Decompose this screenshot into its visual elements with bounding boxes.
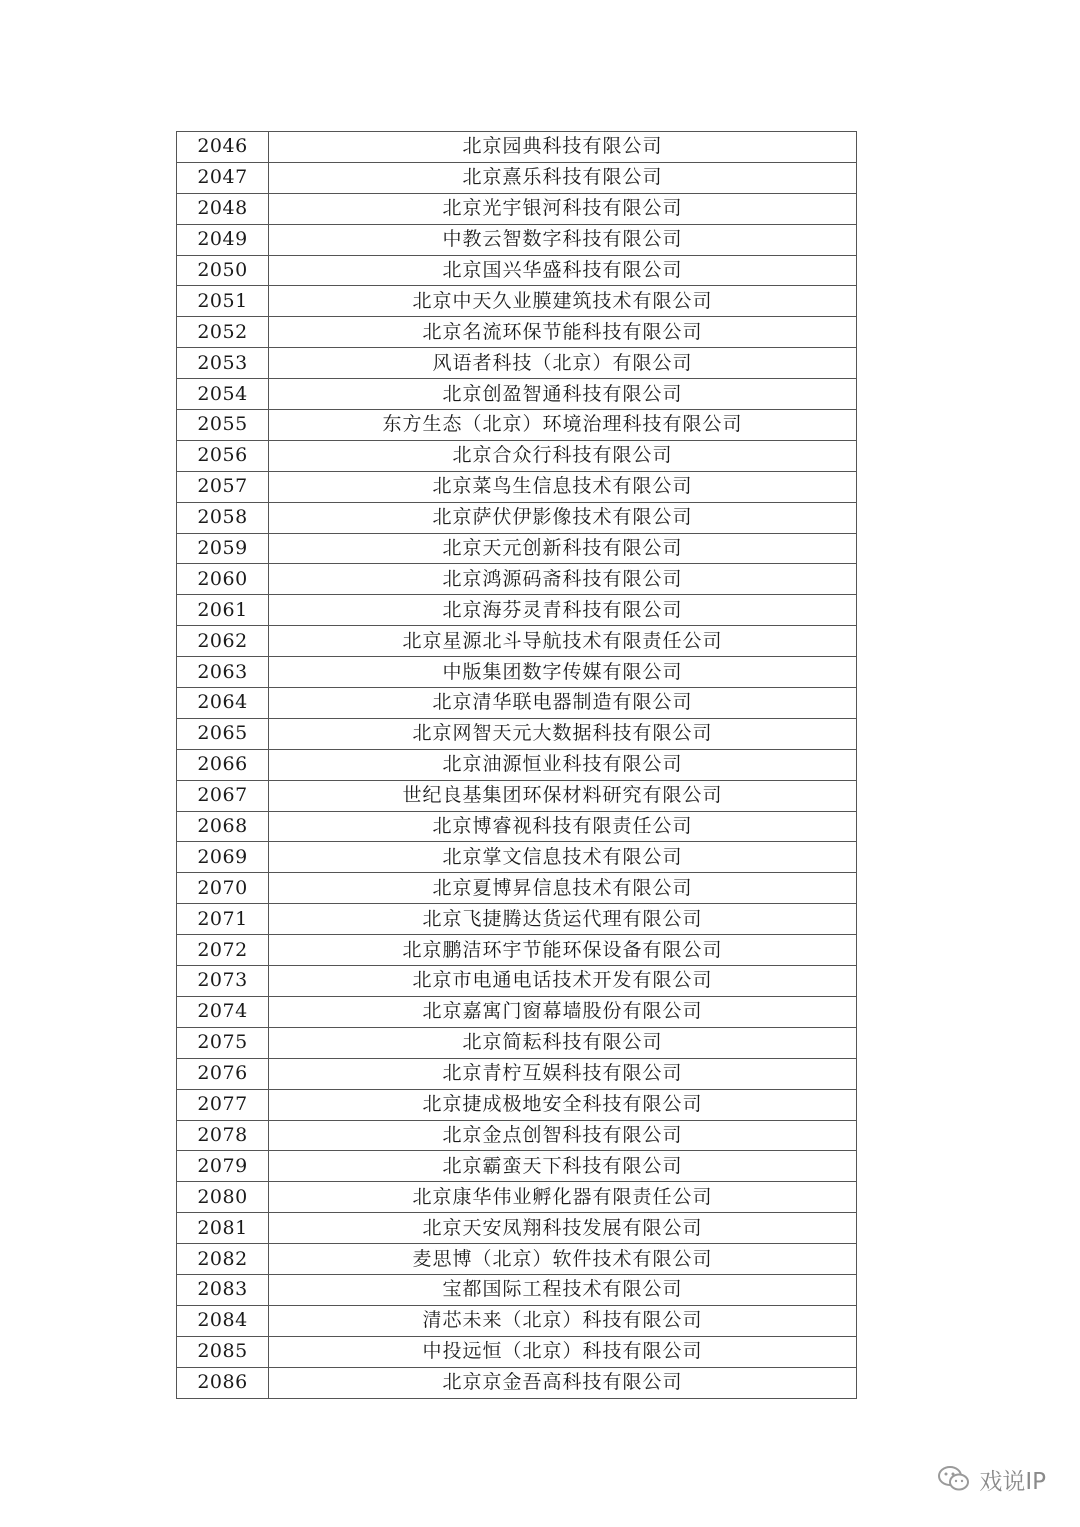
watermark <box>937 1462 1046 1496</box>
row-number: 2076 <box>177 1058 269 1089</box>
row-number: 2085 <box>177 1336 269 1367</box>
row-number: 2050 <box>177 255 269 286</box>
table-row <box>177 162 857 193</box>
table-row <box>177 132 857 163</box>
table-row <box>177 502 857 533</box>
company-name: 中版集团数字传媒有限公司 <box>269 657 857 688</box>
row-number: 2055 <box>177 410 269 441</box>
company-name: 世纪良基集团环保材料研究有限公司 <box>269 780 857 811</box>
company-table-body <box>177 132 857 1399</box>
table-row <box>177 996 857 1027</box>
table-row <box>177 904 857 935</box>
company-name: 北京鹏洁环宇节能环保设备有限公司 <box>269 935 857 966</box>
row-number: 2083 <box>177 1274 269 1305</box>
table-row <box>177 842 857 873</box>
company-name: 北京油源恒业科技有限公司 <box>269 749 857 780</box>
row-number: 2052 <box>177 317 269 348</box>
company-name: 北京京金吾高科技有限公司 <box>269 1367 857 1398</box>
company-name: 北京星源北斗导航技术有限责任公司 <box>269 626 857 657</box>
company-name: 北京天元创新科技有限公司 <box>269 533 857 564</box>
table-row <box>177 718 857 749</box>
row-number: 2073 <box>177 966 269 997</box>
row-number: 2059 <box>177 533 269 564</box>
company-name: 北京嘉寓门窗幕墙股份有限公司 <box>269 996 857 1027</box>
row-number: 2063 <box>177 657 269 688</box>
row-number: 2067 <box>177 780 269 811</box>
table-row <box>177 286 857 317</box>
row-number: 2057 <box>177 471 269 502</box>
company-name: 北京简耘科技有限公司 <box>269 1027 857 1058</box>
row-number: 2060 <box>177 564 269 595</box>
company-name: 北京夏博昇信息技术有限公司 <box>269 873 857 904</box>
company-name: 北京国兴华盛科技有限公司 <box>269 255 857 286</box>
company-name: 北京熹乐科技有限公司 <box>269 162 857 193</box>
company-name: 北京金点创智科技有限公司 <box>269 1120 857 1151</box>
row-number: 2086 <box>177 1367 269 1398</box>
table-row <box>177 564 857 595</box>
company-name: 北京飞捷腾达货运代理有限公司 <box>269 904 857 935</box>
company-name: 中教云智数字科技有限公司 <box>269 224 857 255</box>
table-row <box>177 1120 857 1151</box>
table-row <box>177 749 857 780</box>
table-row <box>177 1151 857 1182</box>
row-number: 2061 <box>177 595 269 626</box>
table-row <box>177 317 857 348</box>
row-number: 2072 <box>177 935 269 966</box>
company-name: 北京合众行科技有限公司 <box>269 440 857 471</box>
watermark-text: 戏说IP <box>979 1468 1046 1495</box>
table-row <box>177 1274 857 1305</box>
row-number: 2084 <box>177 1305 269 1336</box>
company-name: 北京捷成极地安全科技有限公司 <box>269 1089 857 1120</box>
company-name: 北京菜鸟生信息技术有限公司 <box>269 471 857 502</box>
table-row <box>177 873 857 904</box>
table-row <box>177 379 857 410</box>
row-number: 2071 <box>177 904 269 935</box>
row-number: 2075 <box>177 1027 269 1058</box>
company-name: 北京康华伟业孵化器有限责任公司 <box>269 1182 857 1213</box>
table-row <box>177 440 857 471</box>
row-number: 2051 <box>177 286 269 317</box>
company-name: 北京清华联电器制造有限公司 <box>269 688 857 719</box>
company-name: 北京天安凤翔科技发展有限公司 <box>269 1213 857 1244</box>
row-number: 2048 <box>177 193 269 224</box>
row-number: 2068 <box>177 811 269 842</box>
row-number: 2066 <box>177 749 269 780</box>
company-name: 麦思博（北京）软件技术有限公司 <box>269 1244 857 1275</box>
row-number: 2062 <box>177 626 269 657</box>
row-number: 2054 <box>177 379 269 410</box>
table-row <box>177 255 857 286</box>
row-number: 2078 <box>177 1120 269 1151</box>
table-row <box>177 1182 857 1213</box>
company-name: 清芯未来（北京）科技有限公司 <box>269 1305 857 1336</box>
table-row <box>177 348 857 379</box>
company-name: 风语者科技（北京）有限公司 <box>269 348 857 379</box>
table-row <box>177 1027 857 1058</box>
company-name: 宝都国际工程技术有限公司 <box>269 1274 857 1305</box>
table-row <box>177 1336 857 1367</box>
wechat-icon <box>937 1464 971 1494</box>
table-row <box>177 966 857 997</box>
table-row <box>177 1058 857 1089</box>
table-row <box>177 1367 857 1398</box>
table-row <box>177 224 857 255</box>
company-name: 北京市电通电话技术开发有限公司 <box>269 966 857 997</box>
company-table <box>176 131 857 1399</box>
table-row <box>177 1305 857 1336</box>
table-row <box>177 626 857 657</box>
table-row <box>177 410 857 441</box>
company-name: 北京掌文信息技术有限公司 <box>269 842 857 873</box>
company-name: 北京名流环保节能科技有限公司 <box>269 317 857 348</box>
row-number: 2070 <box>177 873 269 904</box>
company-name: 北京创盈智通科技有限公司 <box>269 379 857 410</box>
company-name: 北京中天久业膜建筑技术有限公司 <box>269 286 857 317</box>
row-number: 2069 <box>177 842 269 873</box>
row-number: 2077 <box>177 1089 269 1120</box>
row-number: 2056 <box>177 440 269 471</box>
row-number: 2082 <box>177 1244 269 1275</box>
table-row <box>177 533 857 564</box>
company-name: 北京鸿源码斋科技有限公司 <box>269 564 857 595</box>
table-row <box>177 1089 857 1120</box>
row-number: 2049 <box>177 224 269 255</box>
table-row <box>177 688 857 719</box>
company-name: 北京光宇银河科技有限公司 <box>269 193 857 224</box>
company-name: 东方生态（北京）环境治理科技有限公司 <box>269 410 857 441</box>
company-name: 北京网智天元大数据科技有限公司 <box>269 718 857 749</box>
company-name: 北京海芬灵青科技有限公司 <box>269 595 857 626</box>
table-row <box>177 1244 857 1275</box>
table-row <box>177 657 857 688</box>
table-row <box>177 1213 857 1244</box>
row-number: 2053 <box>177 348 269 379</box>
row-number: 2058 <box>177 502 269 533</box>
row-number: 2047 <box>177 162 269 193</box>
company-name: 北京博睿视科技有限责任公司 <box>269 811 857 842</box>
table-row <box>177 193 857 224</box>
table-row <box>177 595 857 626</box>
row-number: 2064 <box>177 688 269 719</box>
row-number: 2079 <box>177 1151 269 1182</box>
row-number: 2074 <box>177 996 269 1027</box>
company-name: 中投远恒（北京）科技有限公司 <box>269 1336 857 1367</box>
row-number: 2081 <box>177 1213 269 1244</box>
company-name: 北京霸蛮天下科技有限公司 <box>269 1151 857 1182</box>
table-row <box>177 780 857 811</box>
company-name: 北京园典科技有限公司 <box>269 132 857 163</box>
company-name: 北京青柠互娱科技有限公司 <box>269 1058 857 1089</box>
row-number: 2080 <box>177 1182 269 1213</box>
row-number: 2046 <box>177 132 269 163</box>
table-row <box>177 471 857 502</box>
company-name: 北京萨伏伊影像技术有限公司 <box>269 502 857 533</box>
table-row <box>177 935 857 966</box>
row-number: 2065 <box>177 718 269 749</box>
table-row <box>177 811 857 842</box>
